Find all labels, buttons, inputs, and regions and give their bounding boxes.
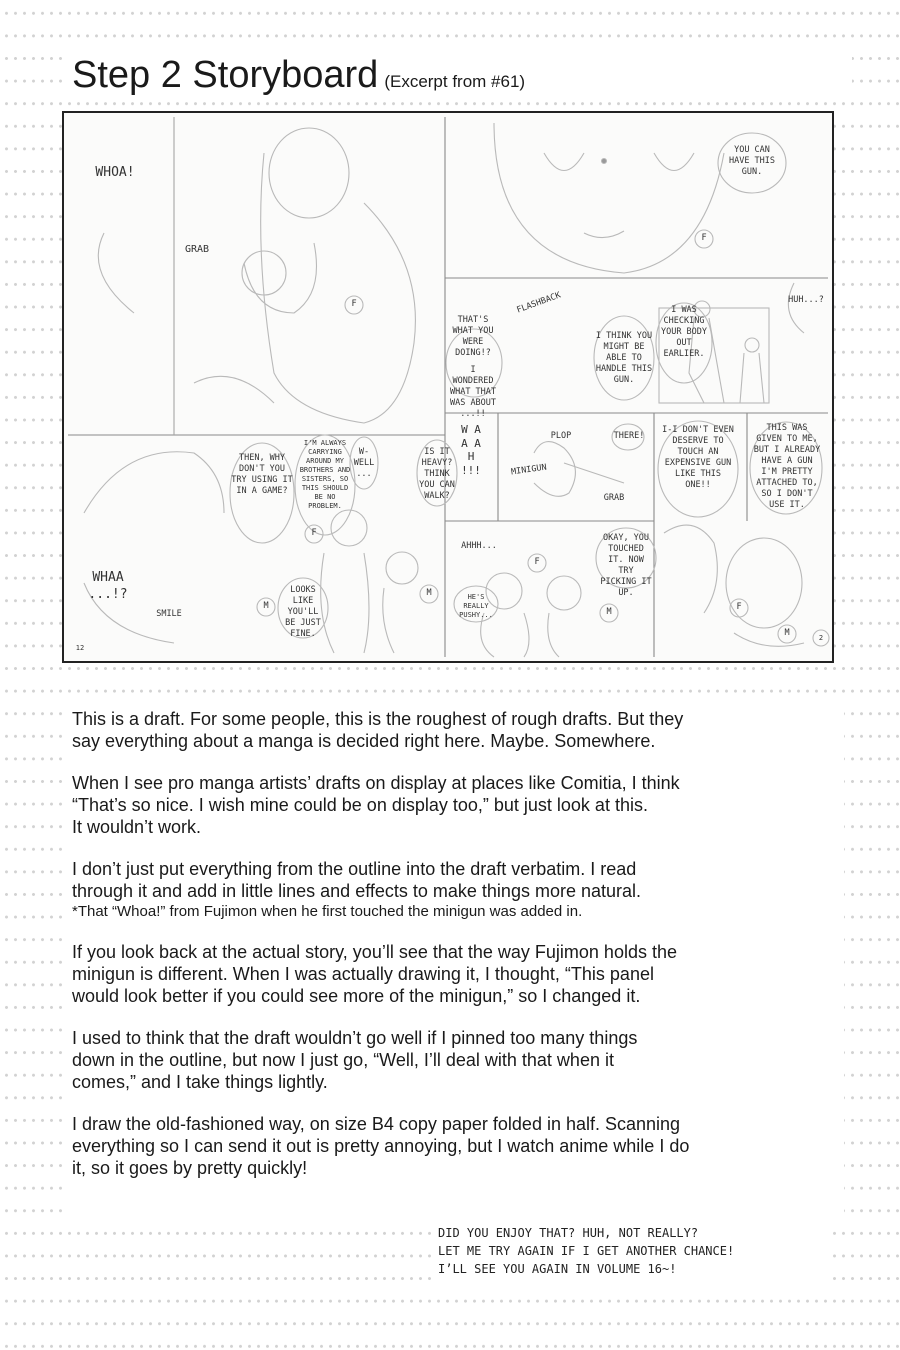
sfx-smile: SMILE xyxy=(156,609,182,619)
paragraph-4: If you look back at the actual story, you’ll see that the way Fujimon holds the minigun is different. When I was actually drawing it, I thought, “This panel would look better if you could see more of the minigun,” so I changed it. xyxy=(72,942,677,1006)
bubble-you-can-have: YOU CAN HAVE THIS GUN. xyxy=(728,145,776,177)
mark-m-1: M xyxy=(263,601,269,611)
paragraph-5: I used to think that the draft wouldn’t go well if I pinned too many things down in the outline, but now I just go, “Well, I’ll deal with that when it comes,” and I take things lightly. xyxy=(72,1028,638,1092)
mark-m-4: M xyxy=(784,628,790,638)
title-subtitle: (Excerpt from #61) xyxy=(384,72,526,91)
mark-m-2: M xyxy=(426,588,432,598)
sfx-flashback: FLASHBACK xyxy=(515,290,563,316)
paragraph-2: When I see pro manga artists’ drafts on display at places like Comitia, I think “That’s so nice. I wish mine could be on display too,” but just look at this. It wouldn’t work. xyxy=(72,773,680,837)
bubble-okay: OKAY, YOU TOUCHED IT. NOW TRY PICKING IT UP. xyxy=(600,533,652,598)
bubble-pushy: HE'S REALLY PUSHY... xyxy=(459,593,493,619)
bubble-well: W- WELL ... xyxy=(353,447,375,479)
bubble-thats-what: THAT'S WHAT YOU WERE DOING!? xyxy=(452,315,494,358)
sfx-minigun: MINIGUN xyxy=(510,462,548,478)
bubble-carrying: I'M ALWAYS CARRYING AROUND MY BROTHERS AND SISTERS, SO THIS SHOULD BE NO PROBLEM. xyxy=(299,439,351,510)
mark-f-2: F xyxy=(351,299,357,309)
bubble-dont-deserve: I-I DON'T EVEN DESERVE TO TOUCH AN EXPENSIVE GUN LIKE THIS ONE!! xyxy=(662,425,734,490)
page-title xyxy=(64,50,852,100)
page-number-left: 12 xyxy=(75,644,85,652)
bubble-looks-fine: LOOKS LIKE YOU'LL BE JUST FINE. xyxy=(285,585,321,639)
bubble-there: THERE! xyxy=(613,431,645,441)
page-number-right: 2 xyxy=(818,634,824,642)
paragraph-1: This is a draft. For some people, this is the roughest of rough drafts. But they say everything about a manga is decided right here. Maybe. Somewhere. xyxy=(72,709,684,751)
sfx-grab-mid: GRAB xyxy=(603,493,625,503)
commentary-text xyxy=(64,702,844,1217)
paragraph-3 xyxy=(72,858,844,921)
paragraph-3-note: *That “Whoa!” from Fujimon when he first touched the minigun was added in. xyxy=(72,903,583,920)
bubble-handle: I THINK YOU MIGHT BE ABLE TO HANDLE THIS GUN. xyxy=(595,331,653,385)
title-main: Step 2 Storyboard xyxy=(72,54,379,96)
sfx-grab-top: GRAB xyxy=(184,244,210,255)
sfx-whoa: WHOA! xyxy=(95,165,135,180)
mark-f-3: F xyxy=(311,528,317,538)
paragraph-3-body: I don’t just put everything from the outline into the draft verbatim. I read through it and add in little lines and effects to make things more natural. xyxy=(72,859,642,901)
paragraph-6: I draw the old-fashioned way, on size B4 copy paper folded in half. Scanning everything so I can send it out is pretty annoying, but I watch anime while I do it, so it goes by pretty quickly! xyxy=(72,1114,690,1178)
bubble-wondered: I WONDERED WHAT THAT WAS ABOUT ...!! xyxy=(449,365,497,419)
mark-m-3: M xyxy=(606,607,612,617)
bubble-checking: I WAS CHECKING YOUR BODY OUT EARLIER. xyxy=(660,305,708,359)
closing-handwritten-note: DID YOU ENJOY THAT? HUH, NOT REALLY? LET ME TRY AGAIN IF I GET ANOTHER CHANCE! I’LL SEE YOU AGAIN IN VOLUME 16~! xyxy=(436,1224,828,1282)
sfx-huh: HUH...? xyxy=(788,295,824,305)
bubble-heavy: IS IT HEAVY? THINK YOU CAN WALK? xyxy=(419,447,455,501)
mark-f-5: F xyxy=(736,602,742,612)
sfx-ahhh: AHHH... xyxy=(461,541,497,551)
storyboard-image xyxy=(62,111,834,663)
sfx-plop: PLOP xyxy=(550,431,572,441)
mark-f-4: F xyxy=(534,557,540,567)
sfx-waaah: W A A A H !!! xyxy=(461,423,481,477)
sfx-whaa: WHAA ...!? xyxy=(88,570,128,602)
mark-f-1: F xyxy=(701,233,707,243)
bubble-given: THIS WAS GIVEN TO ME, BUT I ALREADY HAVE A GUN I'M PRETTY ATTACHED TO, SO I DON'T USE IT. xyxy=(753,423,821,510)
bubble-then-why: THEN, WHY DON'T YOU TRY USING IT IN A GAME? xyxy=(231,453,293,496)
